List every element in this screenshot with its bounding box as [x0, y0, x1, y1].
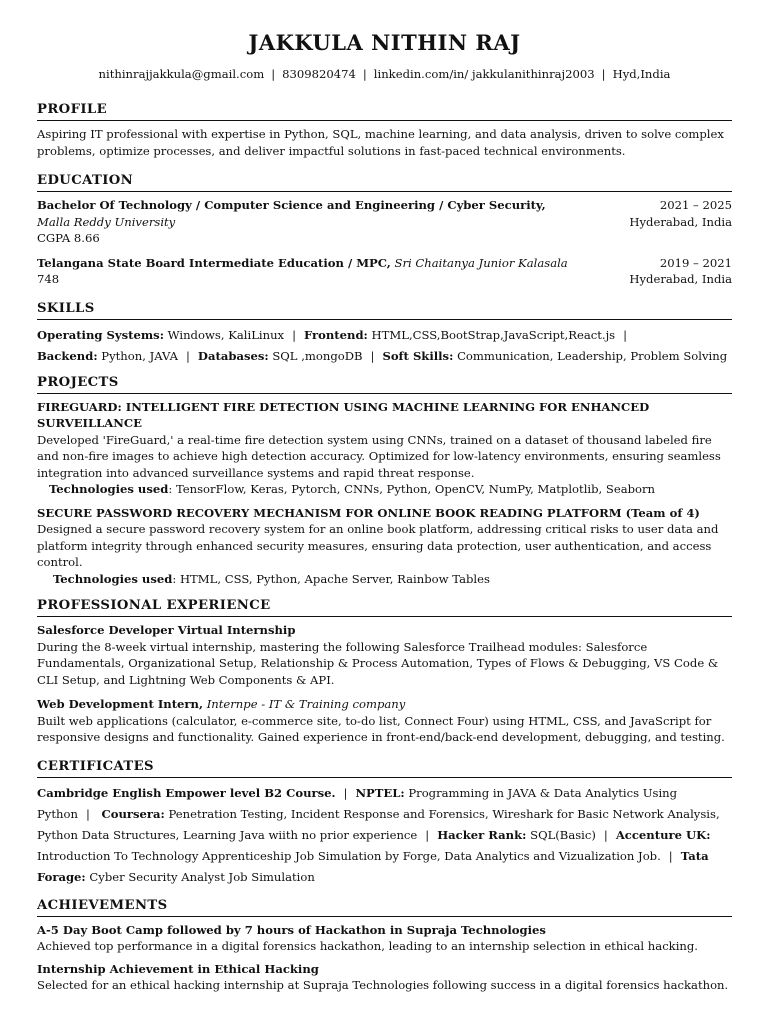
separator: | — [292, 327, 296, 342]
tech-label: Technologies used — [53, 571, 173, 586]
certificate-label: Cambridge English Empower level B2 Course. — [37, 785, 336, 800]
degree: Telangana State Board Intermediate Education / MPC, — [37, 255, 391, 270]
location: Hyderabad, India — [629, 272, 732, 286]
tech-value: : TensorFlow, Keras, Pytorch, CNNs, Python, OpenCV, NumPy, Matplotlib, Seaborn — [168, 482, 656, 496]
email-link[interactable]: nithinrajjakkula@gmail.com — [98, 67, 265, 81]
project-entry — [37, 399, 732, 498]
project-entry — [37, 505, 732, 588]
achievement-description: Selected for an ethical hacking internship at Supraja Technologies following success in a digital forensics hackathon. — [37, 978, 729, 992]
separator: | — [623, 327, 628, 342]
dates: 2019 – 2021 — [659, 255, 732, 270]
certificate-label: NPTEL: — [355, 785, 405, 800]
project-name: SECURE PASSWORD RECOVERY MECHANISM FOR ONLINE BOOK READING PLATFORM (Team of 4) — [37, 505, 700, 520]
separator: | — [362, 67, 367, 81]
separator: | — [85, 806, 90, 821]
section-title-skills: SKILLS — [37, 300, 732, 320]
certificate-label: Hacker Rank: — [437, 827, 527, 842]
skill-label: Soft Skills: — [382, 348, 454, 363]
achievement-title: A-5 Day Boot Camp followed by 7 hours of Hackathon in Supraja Technologies — [37, 922, 546, 937]
achievement-entry — [37, 922, 732, 955]
separator: | — [668, 848, 673, 863]
certificate-value: Programming in JAVA & Data Analytics Using Python — [37, 785, 678, 821]
certificate-value: SQL(Basic) — [530, 827, 596, 842]
institution: Sri Chaitanya Junior Kalasala — [394, 255, 568, 270]
achievement-title: Internship Achievement in Ethical Hacking — [37, 961, 319, 976]
skill-label: Frontend: — [303, 327, 368, 342]
achievement-description: Achieved top performance in a digital forensics hackathon, leading to an internship selection in ethical hacking. — [37, 939, 698, 953]
role: Web Development Intern, — [37, 697, 204, 711]
section-title-certificates: CERTIFICATES — [37, 758, 732, 778]
skill-label: Backend: — [37, 348, 98, 363]
score: 748 — [37, 272, 60, 286]
certificate-label: Accenture UK: — [615, 827, 711, 842]
institution: Malla Reddy University — [37, 214, 176, 229]
separator: | — [186, 348, 190, 363]
education-entry — [37, 255, 732, 288]
certificates-block — [37, 783, 732, 888]
separator: | — [343, 785, 348, 800]
separator: | — [601, 67, 606, 81]
section-title-experience: PROFESSIONAL EXPERIENCE — [37, 597, 732, 617]
experience-entry — [37, 696, 732, 746]
certificate-label: Tata Forage: — [37, 848, 709, 884]
skill-value: HTML,CSS,BootStrap,JavaScript,React.js — [371, 327, 616, 342]
skill-label: Operating Systems: — [37, 327, 164, 342]
project-name: FIREGUARD: INTELLIGENT FIRE DETECTION USING MACHINE LEARNING FOR ENHANCED SURVEILLANCE — [37, 399, 650, 430]
tech-value: : HTML, CSS, Python, Apache Server, Rainbow Tables — [172, 571, 490, 586]
separator: | — [425, 827, 430, 842]
certificate-label: Coursera: — [101, 806, 165, 821]
separator: | — [603, 827, 608, 842]
section-title-profile: PROFILE — [37, 101, 732, 121]
role: Salesforce Developer Virtual Internship — [37, 623, 296, 637]
resume-page — [37, 0, 732, 994]
score: CGPA 8.66 — [37, 231, 100, 245]
certificate-value: Cyber Security Analyst Job Simulation — [89, 869, 315, 884]
experience-description: Built web applications (calculator, e-commerce site, to-do list, Connect Four) using HTML, CSS, and JavaScript for responsive designs and functionality. Gained experience in front-end/back-end development, debugging, and testing. — [37, 713, 725, 744]
project-description: Developed 'FireGuard,' a real-time fire detection system using CNNs, trained on a dataset of thousand labeled fire and non-fire images to achieve high detection accuracy. Optimized for low-latency environments, ensuring seamless integration into advanced surveillance systems and rapid threat response. — [37, 432, 721, 480]
location: Hyderabad, India — [629, 214, 732, 229]
phone-number: 8309820474 — [282, 67, 356, 81]
section-title-education: EDUCATION — [37, 172, 732, 192]
section-title-projects: PROJECTS — [37, 374, 732, 394]
certificate-value: Introduction To Technology Apprenticeship Job Simulation by Forge, Data Analytics and Vizualization Job. — [37, 848, 661, 863]
skill-value: SQL ,mongoDB — [272, 348, 363, 363]
skill-value: Windows, KaliLinux — [167, 327, 285, 342]
location: Hyd,India — [612, 67, 671, 81]
skill-label: Databases: — [197, 348, 269, 363]
tech-label: Technologies used — [49, 482, 169, 496]
dates: 2021 – 2025 — [659, 198, 732, 212]
experience-description: During the 8-week virtual internship, mastering the following Salesforce Trailhead modules: Salesforce Fundamentals, Organizational Setup, Relationship & Process Automation, Types of Flows & Debugging, VS Code & CLI Setup, and Lightning Web Components & API. — [37, 639, 719, 687]
project-description: Designed a secure password recovery system for an online book platform, addressing critical risks to user data and platform integrity through enhanced security measures, ensuring data protection, user authentication, and access control. — [37, 522, 719, 569]
profile-text: Aspiring IT professional with expertise in Python, SQL, machine learning, and data analysis, driven to solve complex problems, optimize processes, and deliver impactful solutions in fast-paced technical environments. — [37, 127, 724, 158]
section-title-achievements: ACHIEVEMENTS — [37, 897, 732, 917]
company: Internpe - IT & Training company — [206, 697, 406, 711]
skill-value: Python, JAVA — [101, 348, 178, 363]
degree: Bachelor Of Technology / Computer Science and Engineering / Cyber Security, — [37, 198, 546, 212]
separator: | — [271, 67, 276, 81]
experience-entry — [37, 622, 732, 688]
contact-line — [37, 66, 732, 82]
skills-block — [37, 325, 732, 367]
linkedin-link[interactable]: linkedin.com/in/ jakkulanithinraj2003 — [373, 67, 595, 81]
candidate-name: JAKKULA NITHIN RAJ — [248, 30, 521, 55]
skill-value: Communication, Leadership, Problem Solving — [457, 348, 728, 363]
separator: | — [370, 348, 375, 363]
education-entry — [37, 197, 732, 247]
achievement-entry — [37, 961, 732, 994]
certificate-value: Penetration Testing, Incident Response and Forensics, Wireshark for Basic Network Analysis, Python Data Structures, Learning Java wiith no prior experience — [37, 806, 720, 842]
